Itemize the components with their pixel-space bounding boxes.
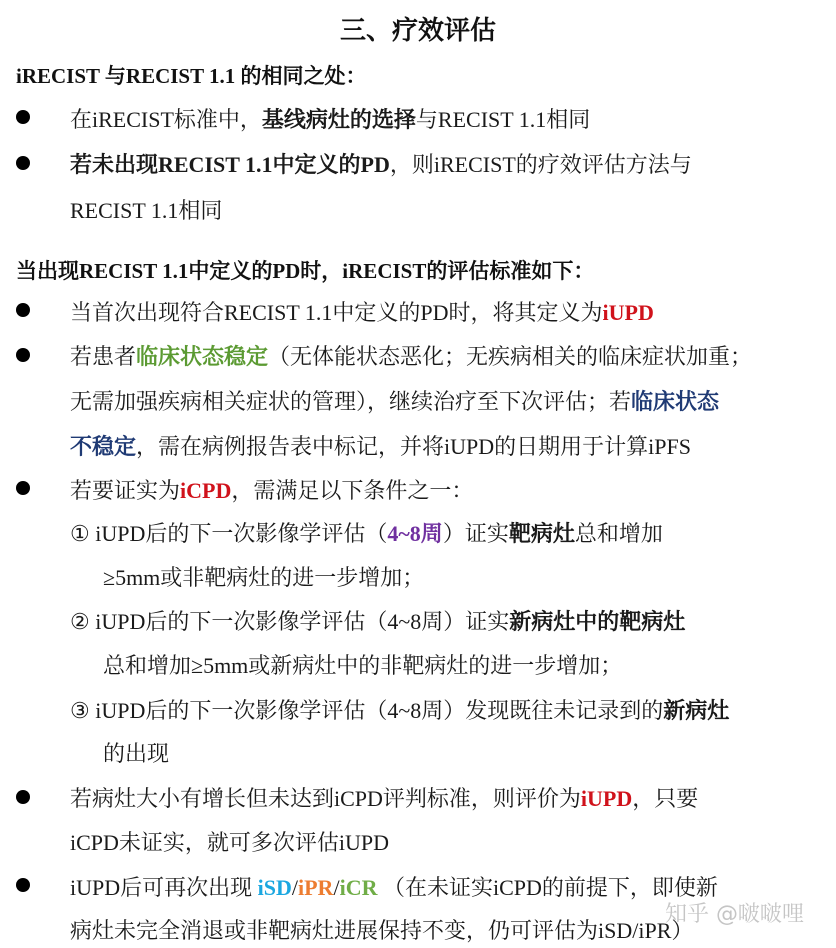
- watermark: 知乎 @啵啵哩: [665, 902, 804, 927]
- condition-2-cont: 总和增加≥5mm或新病灶中的非靶病灶的进一步增加；: [103, 653, 623, 678]
- list-item: 在iRECIST标准中，基线病灶的选择与RECIST 1.1相同: [70, 107, 591, 132]
- term-clinically-stable: 临床状态稳定: [136, 344, 269, 369]
- list-item: 若要证实为iCPD，需满足以下条件之一：: [70, 478, 474, 503]
- list-item: 若病灶大小有增长但未达到iCPD评判标准，则评价为iUPD，只要: [70, 786, 699, 811]
- list-item-cont: 不稳定，需在病例报告表中标记，并将iUPD的日期用于计算iPFS: [70, 434, 691, 459]
- list-item-cont: 无需加强疾病相关症状的管理），继续治疗至下次评估；若临床状态: [70, 389, 720, 414]
- list-item: iUPD后可再次出现 iSD/iPR/iCR （在未证实iCPD的前提下，即使新: [70, 875, 718, 900]
- condition-1: ① iUPD后的下一次影像学评估（4~8周）证实靶病灶总和增加: [70, 521, 663, 546]
- condition-2: ② iUPD后的下一次影像学评估（4~8周）证实新病灶中的靶病灶: [70, 609, 686, 634]
- condition-1-cont: ≥5mm或非靶病灶的进一步增加；: [103, 565, 425, 590]
- list-item: 若未出现RECIST 1.1中定义的PD，则iRECIST的疗效评估方法与: [70, 152, 692, 177]
- bullet-icon: [16, 303, 30, 317]
- bullet-icon: [16, 481, 30, 495]
- list-item: 当首次出现符合RECIST 1.1中定义的PD时，将其定义为iUPD: [70, 300, 654, 325]
- term-icpd: iCPD: [180, 478, 232, 503]
- section-heading-similarities: iRECIST 与RECIST 1.1 的相同之处：: [16, 64, 367, 88]
- term-ipr: iPR: [298, 875, 334, 900]
- term-weeks: 4~8周: [387, 521, 443, 546]
- list-item-cont: iCPD未证实，就可多次评估iUPD: [70, 830, 390, 855]
- term-iupd: iUPD: [580, 786, 633, 811]
- condition-3-cont: 的出现: [103, 741, 170, 766]
- page-title: 三、疗效评估: [339, 15, 496, 45]
- condition-3: ③ iUPD后的下一次影像学评估（4~8周）发现既往未记录到的新病灶: [70, 698, 730, 723]
- term-icr: iCR: [339, 875, 378, 900]
- bullet-icon: [16, 110, 30, 124]
- list-item: 若患者临床状态稳定（无体能状态恶化；无疾病相关的临床症状加重；: [70, 344, 753, 369]
- bullet-icon: [16, 790, 30, 804]
- term-clinically-unstable: 临床状态: [631, 389, 720, 414]
- bullet-icon: [16, 878, 30, 892]
- term-isd: iSD: [257, 875, 292, 900]
- list-item-cont: 病灶未完全消退或非靶病灶进展保持不变，仍可评估为iSD/iPR）: [70, 918, 694, 943]
- bullet-icon: [16, 348, 30, 362]
- term-iupd: iUPD: [602, 300, 654, 325]
- bullet-icon: [16, 156, 30, 170]
- list-item-cont: RECIST 1.1相同: [70, 198, 223, 223]
- section-heading-criteria: 当出现RECIST 1.1中定义的PD时，iRECIST的评估标准如下：: [16, 259, 595, 283]
